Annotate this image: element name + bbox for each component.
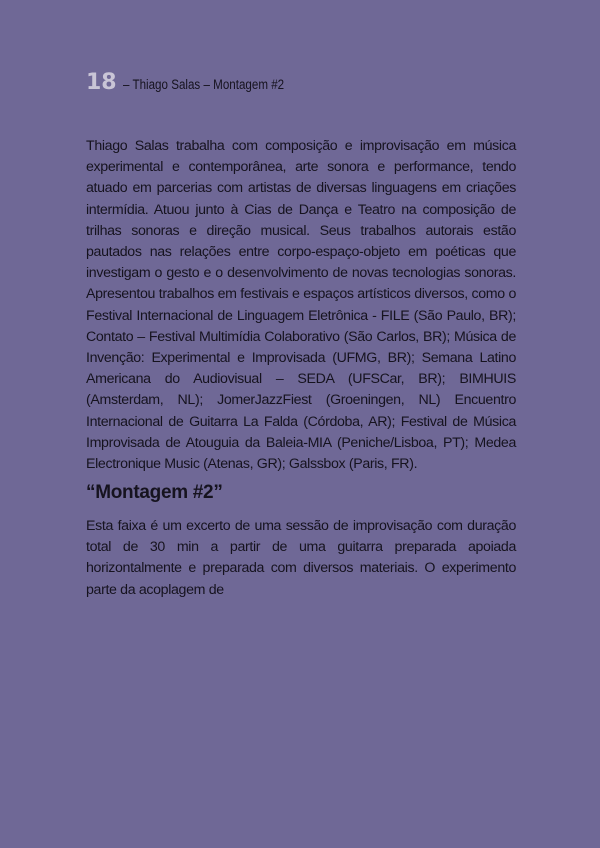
running-title: – Thiago Salas – Montagem #2 bbox=[122, 77, 284, 92]
bio-paragraph: Thiago Salas trabalha com composição e improvisação em música experimental e contemporânea, arte sonora e performance, tendo atuado em parcerias com artistas de diversas linguagens em criações intermídia. Atuou junto à Cias de Dança e Teatro na composição de trilhas sonoras e direção musical. Seus trabalhos autorais estão pautados nas relações entre corpo-espaço-objeto em poéticas que investigam o gesto e o desenvolvimento de novas tecnologias sonoras. Apresentou trabalhos em festivais e espaços artísticos diversos, como o Festival Internacional de Linguagem Eletrônica - FILE (São Paulo, BR); Contato – Festival Multimídia Colaborativo (São Carlos, BR); Música de Invenção: Experimental e Improvisada (UFMG, BR); Semana Latino Americana do Audiovisual – SEDA (UFSCar, BR); BIMHUIS (Amsterdam, NL); JomerJazzFiest (Groeningen, NL) Encuentro Internacional de Guitarra La Falda (Córdoba, AR); Festival de Música Improvisada de Atouguia da Baleia-MIA (Peniche/Lisboa, PT); Medea Electronique Music (Atenas, GR); Galssbox (Paris, FR). bbox=[86, 138, 516, 473]
page-number: 18 bbox=[86, 70, 117, 95]
section-title: “Montagem #2” bbox=[86, 482, 223, 503]
page-header bbox=[86, 70, 310, 95]
description-paragraph: Esta faixa é um excerto de uma sessão de improvisação com duração total de 30 min a partir de uma guitarra preparada apoiada horizontalmente e preparada com diversos materiais. O experimento parte da acoplagem de bbox=[86, 518, 516, 598]
